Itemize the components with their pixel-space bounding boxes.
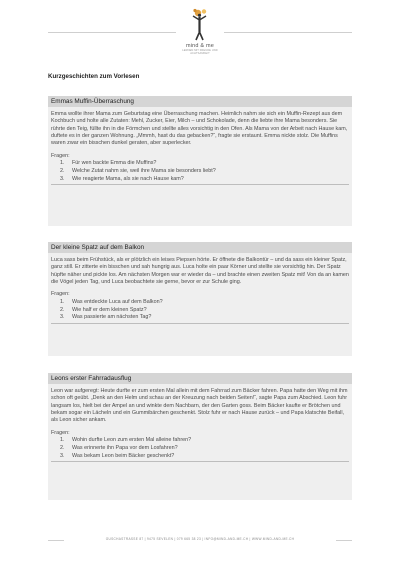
story-card-emma [48, 96, 352, 226]
questions-label: Fragen: [51, 152, 70, 159]
story-divider [51, 184, 349, 185]
page-footer [0, 536, 400, 550]
question-item: 3. Was passierte am nächsten Tag? [60, 314, 152, 321]
questions-label: Fragen: [51, 429, 70, 436]
story-title: Leons erster Fahrradausflug [48, 373, 352, 384]
story-text: Emma wollte ihrer Mama zum Geburtstag eine Überraschung machen. Heimlich nahm sie sich ein Muffin-Rezept aus dem Kochbuch und holte alle Zutaten: Mehl, Zucker, Eier, Milch – und Schokolade, denn die liebte ihre Mama besonders. Sie rührte den Teig, füllte ihn in die Förmchen und stellte alles vorsichtig in den Ofen. Als Mama von der Arbeit nach Hause kam, duftete es in der ganzen Wohnung. „Mmmh, hast du das gebacken?“, fragte sie erstaunt. Emma nickte stolz. Die Muffins waren zwar ein bisschen dunkel geraten, aber superlecker. [51, 111, 348, 147]
question-item: 2. Welche Zutat nahm sie, weil ihre Mama sie besonders liebt? [60, 167, 216, 174]
question-item: 1. Was entdeckte Luca auf dem Balkon? [60, 298, 163, 305]
question-item: 3. Was bekam Leon beim Bäcker geschenkt? [60, 452, 175, 459]
logo [178, 8, 222, 54]
question-list [48, 299, 352, 322]
footer-divider-left [48, 540, 64, 541]
logo-figure-icon [185, 8, 215, 42]
page-title: Kurzgeschichten zum Vorlesen [48, 73, 140, 80]
header-divider-right [224, 32, 352, 33]
story-card-luca [48, 242, 352, 356]
question-item: 2. Was erinnerte ihn Papa vor dem Losfahren? [60, 444, 178, 451]
page-header [0, 0, 400, 60]
story-divider [51, 461, 349, 462]
question-item: 3. Wie reagierte Mama, als sie nach Hause kam? [60, 175, 184, 182]
question-list [48, 160, 352, 183]
story-divider [51, 323, 349, 324]
logo-tagline: LERNEN MIT FREUDE UND ACHTSAMKEIT [182, 49, 218, 55]
footer-contact: GUSCHASTRASSE 87 | 9475 SEVELEN | 079 665 38 23 | INFO@MIND-AND-ME.CH | WWW.MIND-AND-ME.CH [105, 537, 295, 541]
question-item: 1. Wohin durfte Leon zum ersten Mal alleine fahren? [60, 437, 192, 444]
story-title: Der kleine Spatz auf dem Balkon [48, 242, 352, 253]
question-item: 2. Wie half er dem kleinen Spatz? [60, 306, 147, 313]
question-list [48, 437, 352, 460]
story-text: Leon war aufgeregt: Heute durfte er zum ersten Mal allein mit dem Fahrrad zum Bäcker fahren. Papa hatte den Weg mit ihm schon oft geübt. „Denk an den Helm und schau an der Kreuzung nach beiden Seiten!“, sagte Papa zum Abschied. Leon fuhr langsam los, hielt bei der Ampel an und winkte dem Nachbarn, der den Garten goss. Beim Bäcker kaufte er Brötchen und bekam sogar ein Lächeln und ein Gummibärchen geschenkt. Stolz fuhr er nach Hause zurück – und Papa klatschte Beifall, als Leon sicher ankam. [51, 388, 348, 424]
logo-brand: mind & me [185, 43, 215, 49]
header-divider-left [48, 32, 176, 33]
question-item: 1. Für wen backte Emma die Muffins? [60, 160, 157, 167]
story-text: Luca sass beim Frühstück, als er plötzlich ein leises Piepsen hörte. Er öffnete die Balkontür – und da sass ein kleiner Spatz, ganz still. Er zitterte ein bisschen und sah hungrig aus. Luca holte ein paar Körner und stellte sie vorsichtig hin. Der Spatz hüpfte näher und pickte los. Am nächsten Morgen war er wieder da – und brachte einen zweiten Spatz mit! Von da an kamen die Vögel jeden Tag, und Luca beobachtete sie gerne, bevor er zur Schule ging. [51, 257, 349, 286]
footer-divider-right [336, 540, 352, 541]
story-card-leon [48, 373, 352, 500]
questions-label: Fragen: [51, 291, 70, 298]
story-title: Emmas Muffin-Überraschung [48, 96, 352, 107]
